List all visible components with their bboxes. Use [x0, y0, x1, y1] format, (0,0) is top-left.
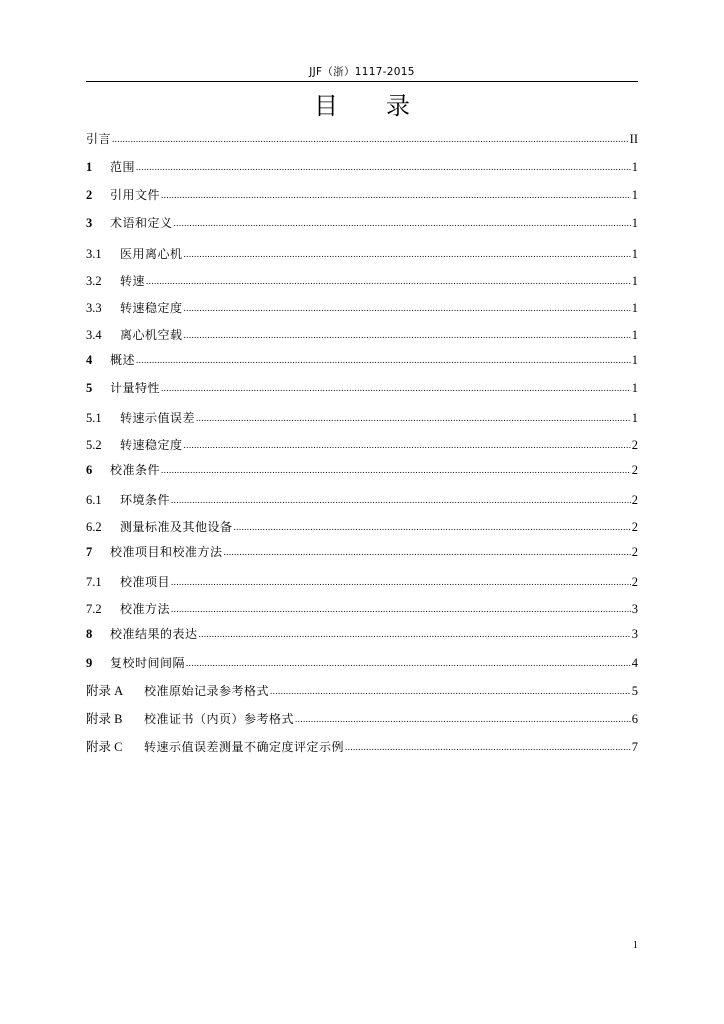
toc-leader [196, 409, 631, 427]
toc-leader [161, 461, 631, 479]
toc-entry-text: 离心机空载 [120, 328, 183, 342]
toc-entry-text: 转速示值误差 [120, 411, 196, 425]
toc-entry-page: 2 [631, 438, 638, 452]
toc-entry-number: 4 [86, 353, 93, 367]
toc-entry[interactable] [86, 436, 638, 454]
toc-entry-page: 1 [631, 381, 638, 395]
toc-entry[interactable] [86, 518, 638, 536]
toc-entry-text: 医用离心机 [120, 247, 183, 261]
toc-entry-number: 1 [86, 160, 93, 174]
toc-entry[interactable] [86, 573, 638, 591]
toc-entry-number: 9 [86, 656, 93, 670]
toc-entry-page: 2 [631, 520, 638, 534]
toc-entry[interactable] [86, 186, 638, 204]
toc-entry-page: 1 [631, 188, 638, 202]
toc-entry-text: 复校时间间隔 [110, 656, 186, 670]
toc-entry-page: 1 [631, 328, 638, 342]
toc-entry-text: 术语和定义 [110, 216, 173, 230]
toc-entry[interactable] [86, 738, 638, 756]
toc-entry-number: 6.2 [86, 520, 102, 534]
toc-entry-text: 校准原始记录参考格式 [144, 684, 270, 698]
toc-entry-page: 6 [631, 712, 638, 726]
toc-entry-text: 引言 [86, 132, 112, 146]
toc-entry-text: 概述 [110, 353, 136, 367]
toc-entry-text: 校准方法 [120, 602, 171, 616]
toc-leader [112, 130, 629, 148]
toc-entry[interactable] [86, 461, 638, 479]
toc-entry-text: 引用文件 [110, 188, 161, 202]
toc-leader [199, 625, 631, 643]
toc-entry[interactable] [86, 326, 638, 344]
toc-entry-page: 2 [631, 545, 638, 559]
toc-leader [224, 543, 631, 561]
running-header: JJF（浙）1117-2015 [309, 66, 415, 78]
toc-entry[interactable] [86, 245, 638, 263]
toc-entry-text: 转速稳定度 [120, 301, 183, 315]
toc-entry-page: 2 [631, 493, 638, 507]
toc-leader [184, 326, 631, 344]
toc-entry-number: 3.2 [86, 274, 102, 288]
toc-leader [146, 272, 631, 290]
toc-entry-page: 1 [631, 216, 638, 230]
toc-entry-number: 附录 A [86, 684, 124, 698]
toc-entry-number: 3.4 [86, 328, 102, 342]
toc-entry-page: 1 [631, 353, 638, 367]
toc-entry[interactable] [86, 214, 638, 232]
toc-entry-page: 5 [631, 684, 638, 698]
toc-entry-text: 校准条件 [110, 463, 161, 477]
toc-entry-page: 7 [631, 740, 638, 754]
toc-entry-number: 7 [86, 545, 93, 559]
toc-entry-text: 范围 [110, 160, 136, 174]
toc-entry-text: 校准项目 [120, 575, 171, 589]
toc-entry[interactable] [86, 409, 638, 427]
toc-leader [161, 379, 631, 397]
toc-entry-number: 7.2 [86, 602, 102, 616]
toc-entry-number: 5.1 [86, 411, 102, 425]
toc-entry-number: 2 [86, 188, 93, 202]
toc-leader [171, 600, 631, 618]
toc-entry-number: 5.2 [86, 438, 102, 452]
toc-entry[interactable] [86, 272, 638, 290]
page-number: 1 [632, 940, 638, 951]
toc-entry-number: 附录 C [86, 740, 123, 754]
toc-leader [184, 436, 631, 454]
toc-entry[interactable] [86, 299, 638, 317]
toc-leader [270, 682, 631, 700]
toc-leader [234, 518, 631, 536]
toc-leader [171, 573, 631, 591]
toc-entry[interactable] [86, 600, 638, 618]
toc-entry-text: 转速示值误差测量不确定度评定示例 [144, 740, 345, 754]
toc-entry-page: 3 [631, 602, 638, 616]
toc-leader [184, 245, 631, 263]
toc-entry-text: 校准项目和校准方法 [110, 545, 223, 559]
toc-entry-number: 8 [86, 627, 93, 641]
toc-entry-page: 2 [631, 463, 638, 477]
toc-entry-text: 计量特性 [110, 381, 161, 395]
toc-entry[interactable] [86, 158, 638, 176]
toc-entry-page: 1 [631, 160, 638, 174]
toc-entry[interactable] [86, 351, 638, 369]
toc-entry[interactable] [86, 710, 638, 728]
toc-entry-page: 2 [631, 575, 638, 589]
toc-entry[interactable] [86, 130, 638, 148]
toc-entry-text: 环境条件 [120, 493, 171, 507]
toc-leader [161, 186, 631, 204]
toc-entry-page: II [629, 132, 638, 146]
toc-entry-text: 校准结果的表达 [110, 627, 198, 641]
toc-leader [174, 214, 631, 232]
toc-entry-number: 附录 B [86, 712, 123, 726]
toc-entry-number: 3.1 [86, 247, 102, 261]
toc-entry-number: 6 [86, 463, 93, 477]
toc-entry-page: 1 [631, 411, 638, 425]
toc-leader [295, 710, 631, 728]
toc-entry-page: 1 [631, 301, 638, 315]
toc-entry-number: 3 [86, 216, 93, 230]
toc-entry-page: 1 [631, 247, 638, 261]
toc-entry-number: 3.3 [86, 301, 102, 315]
toc-entry-text: 转速稳定度 [120, 438, 183, 452]
toc-entry-number: 5 [86, 381, 93, 395]
toc-entry[interactable] [86, 543, 638, 561]
toc-entry[interactable] [86, 625, 638, 643]
toc-leader [171, 491, 631, 509]
toc-entry-page: 1 [631, 274, 638, 288]
toc-entry-page: 3 [631, 627, 638, 641]
toc-leader [184, 299, 631, 317]
toc-entry-text: 转速 [120, 274, 146, 288]
toc-entry-text: 校准证书（内页）参考格式 [144, 712, 295, 726]
toc-entry[interactable] [86, 682, 638, 700]
toc-title: 目录 [314, 92, 458, 120]
toc-entry[interactable] [86, 491, 638, 509]
toc-entry-number: 6.1 [86, 493, 102, 507]
toc-entry-number: 7.1 [86, 575, 102, 589]
toc-entry[interactable] [86, 654, 638, 672]
toc-entry[interactable] [86, 379, 638, 397]
toc-leader [136, 351, 631, 369]
toc-leader [345, 738, 631, 756]
toc-entry-page: 4 [631, 656, 638, 670]
toc-leader [186, 654, 631, 672]
toc-entry-text: 测量标准及其他设备 [120, 520, 233, 534]
toc-leader [136, 158, 631, 176]
